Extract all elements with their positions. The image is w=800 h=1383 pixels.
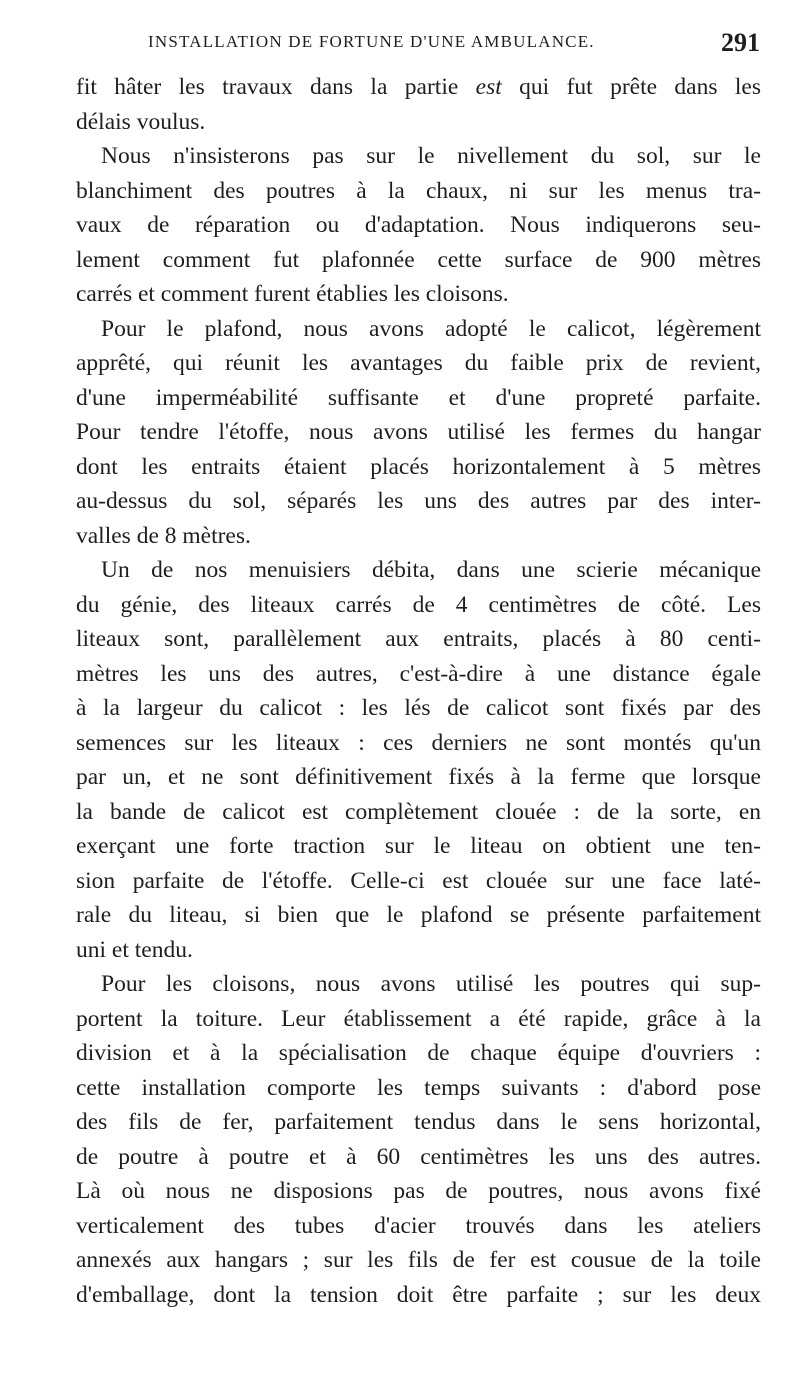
- running-head: INSTALLATION DE FORTUNE D'UNE AMBULANCE.: [148, 32, 595, 51]
- text-line: Pour tendre l'étoffe, nous avons utilisé les fermes du hangar: [76, 419, 761, 445]
- text-line: apprêté, qui réunit les avantages du faible prix de revient,: [76, 350, 761, 376]
- text-line: uni et tendu.: [76, 936, 193, 963]
- text-line: à la largeur du calicot : les lés de calicot sont fixés par des: [76, 695, 761, 721]
- text-line: liteaux sont, parallèlement aux entraits, placés à 80 centi-: [76, 626, 761, 652]
- text-line: Nous n'insisterons pas sur le nivellement du sol, sur le: [101, 143, 761, 169]
- text-line: fit hâter les travaux dans la partie est qui fut prête dans les: [76, 74, 762, 100]
- text-line: annexés aux hangars ; sur les fils de fer est cousue de la toile: [76, 1247, 761, 1273]
- text-line: Là où nous ne disposions pas de poutres, nous avons fixé: [76, 1178, 761, 1204]
- text-line: Pour les cloisons, nous avons utilisé les poutres qui sup-: [101, 971, 761, 997]
- text-line: du génie, des liteaux carrés de 4 centimètres de côté. Les: [76, 591, 761, 618]
- text-line: rale du liteau, si bien que le plafond se présente parfaitement: [76, 902, 761, 928]
- text-line: sion parfaite de l'étoffe. Celle-ci est clouée sur une face laté-: [76, 867, 761, 894]
- text-line: Pour le plafond, nous avons adopté le calicot, légèrement: [101, 315, 761, 342]
- text-line: exerçant une forte traction sur le liteau on obtient une ten-: [76, 833, 761, 859]
- text-line: des fils de fer, parfaitement tendus dans le sens horizontal,: [76, 1109, 761, 1135]
- text-line: verticalement des tubes d'acier trouvés dans les ateliers: [76, 1212, 761, 1239]
- text-line: au-dessus du sol, séparés les uns des autres par des inter-: [76, 488, 761, 514]
- text-line: portent la toiture. Leur établissement a été rapide, grâce à la: [76, 1005, 761, 1032]
- text-line: d'emballage, dont la tension doit être parfaite ; sur les deux: [76, 1281, 761, 1308]
- text-line: cette installation comporte les temps suivants : d'abord pose: [76, 1074, 761, 1101]
- text-line: blanchiment des poutres à la chaux, ni sur les menus tra-: [76, 177, 761, 204]
- text-line: vaux de réparation ou d'adaptation. Nous indiquerons seu-: [76, 212, 761, 238]
- page-header: [148, 28, 760, 64]
- text-line: dont les entraits étaient placés horizontalement à 5 mètres: [76, 453, 761, 480]
- text-line: Un de nos menuisiers débita, dans une scierie mécanique: [101, 557, 761, 583]
- body-text: [76, 70, 761, 1312]
- text-line: par un, et ne sont définitivement fixés à la ferme que lorsque: [76, 764, 761, 790]
- text-line: mètres les uns des autres, c'est-à-dire à une distance égale: [76, 660, 761, 687]
- page-number: 291: [721, 28, 760, 57]
- text-line: délais voulus.: [76, 108, 206, 135]
- text-line: division et à la spécialisation de chaque équipe d'ouvriers :: [76, 1040, 761, 1066]
- text-line: valles de 8 mètres.: [76, 522, 251, 549]
- text-line: la bande de calicot est complètement clouée : de la sorte, en: [76, 798, 761, 825]
- text-line: d'une imperméabilité suffisante et d'une propreté parfaite.: [76, 384, 761, 411]
- text-line: lement comment fut plafonnée cette surface de 900 mètres: [76, 246, 761, 273]
- text-line: de poutre à poutre et à 60 centimètres les uns des autres.: [76, 1143, 761, 1170]
- text-line: semences sur les liteaux : ces derniers ne sont montés qu'un: [76, 729, 761, 756]
- text-line: carrés et comment furent établies les cloisons.: [76, 281, 509, 307]
